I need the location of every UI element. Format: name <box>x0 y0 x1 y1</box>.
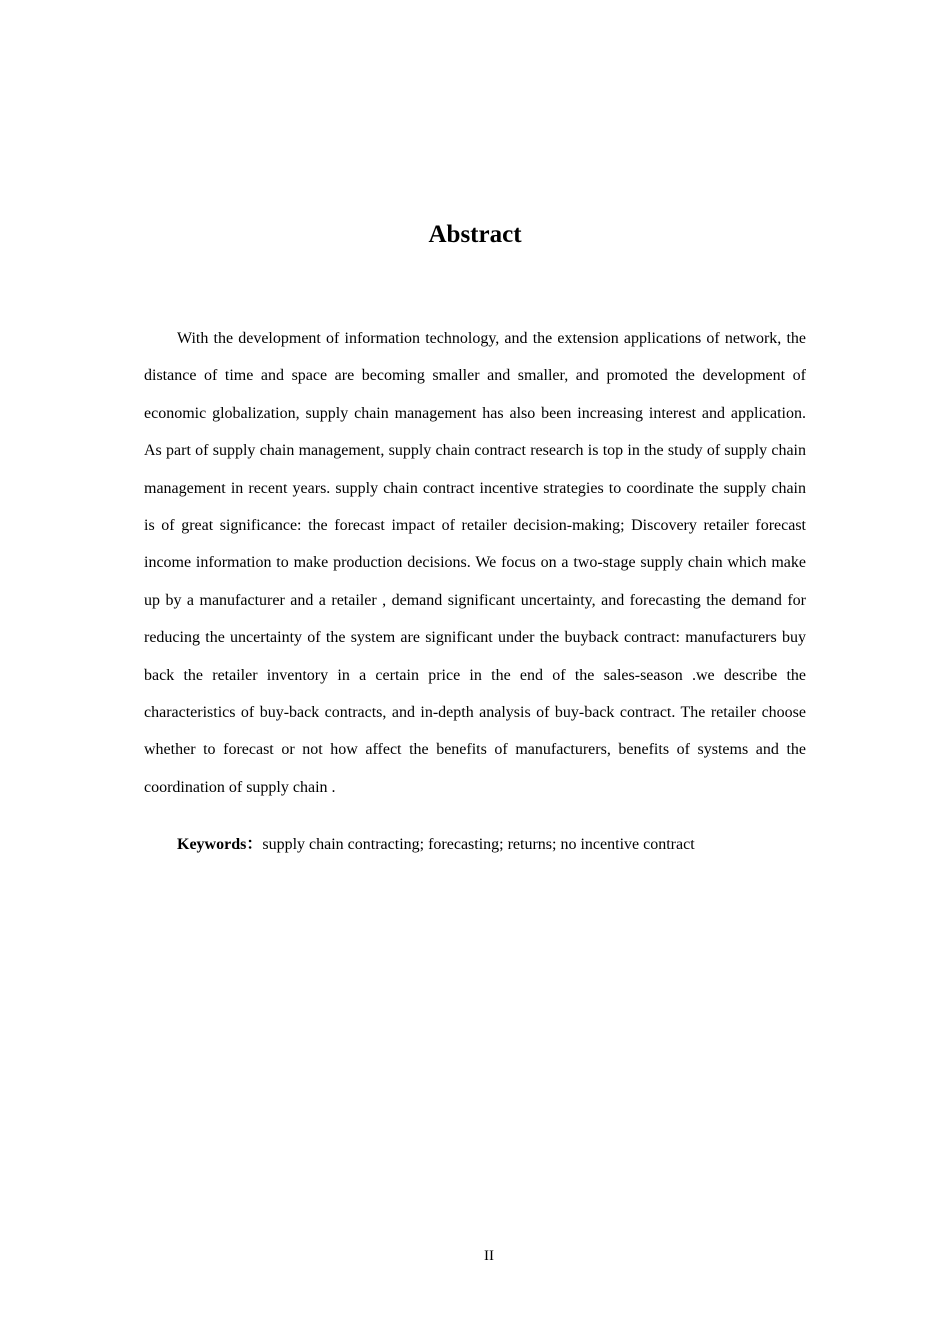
keywords-text: supply chain contracting; forecasting; returns; no incentive contract <box>262 836 695 853</box>
keywords-line <box>177 830 817 860</box>
abstract-title: Abstract <box>428 221 522 248</box>
page-number: II <box>484 1248 494 1264</box>
keywords-label: Keywords： <box>177 836 263 853</box>
abstract-paragraph: With the development of information technology, and the extension applications of network, the distance of time and space are becoming smaller and smaller, and promoted the development of economic globalization, supply chain management has also been increasing interest and application. As part of supply chain management, supply chain contract research is top in the study of supply chain management in recent years. supply chain contract incentive strategies to coordinate the supply chain is of great significance: the forecast impact of retailer decision-making; Discovery retailer forecast income information to make production decisions. We focus on a two-stage supply chain which make up by a manufacturer and a retailer , demand significant uncertainty, and forecasting the demand for reducing the uncertainty of the system are significant under the buyback contract: manufacturers buy back the retailer inventory in a certain price in the end of the sales-season .we describe the characteristics of buy-back contracts, and in-depth analysis of buy-back contract. The retailer choose whether to forecast or not how affect the benefits of manufacturers, benefits of systems and the coordination of supply chain . <box>144 330 806 796</box>
